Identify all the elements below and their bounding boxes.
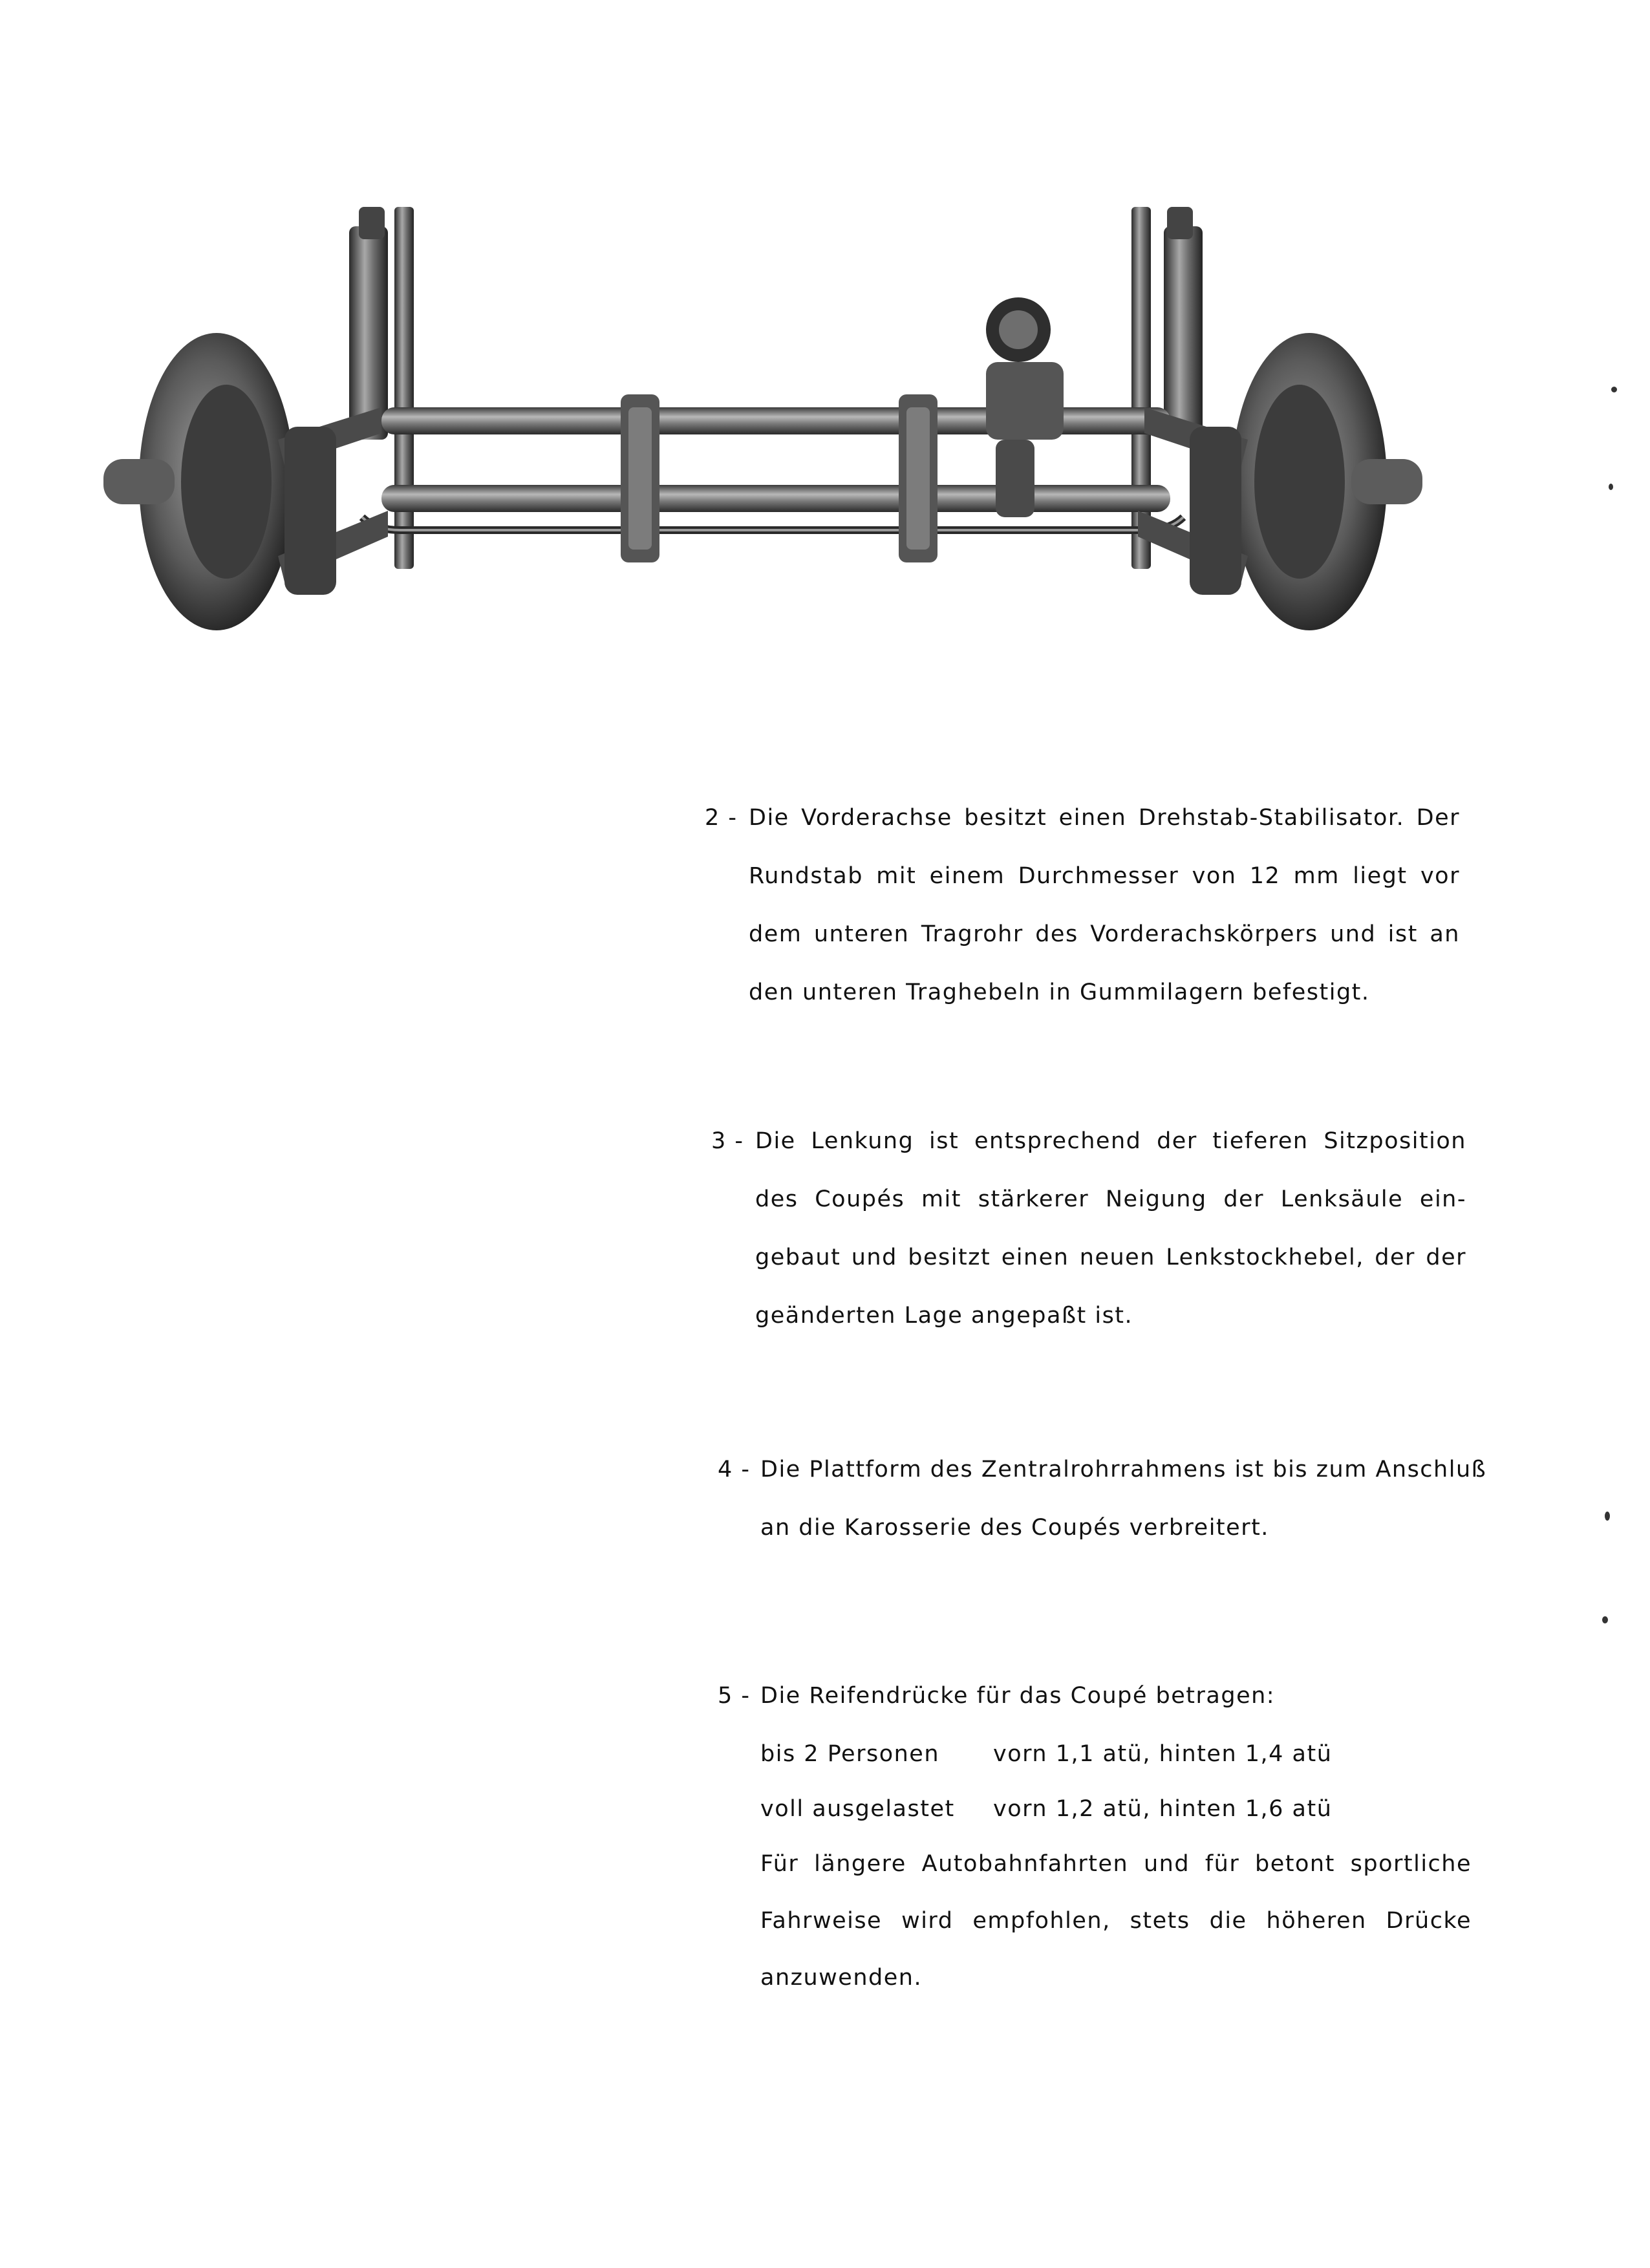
item-line: Die Lenkung ist entsprechend der tieferen Sitzposition xyxy=(755,1128,1466,1154)
item-number: 4 - xyxy=(718,1457,751,1482)
item-line: Die Vorderachse besitzt einen Drehstab-Stabilisator. Der xyxy=(749,805,1460,831)
pressure-row xyxy=(760,1796,1332,1822)
pressure-condition: bis 2 Personen xyxy=(760,1741,940,1767)
item-line: an die Karosserie des Coupés verbreitert. xyxy=(760,1515,1269,1541)
item-line: geänderten Lage angepaßt ist. xyxy=(755,1303,1133,1329)
scan-speck xyxy=(1605,1512,1610,1521)
item-line: Die Plattform des Zentralrohrrahmens ist bis zum Anschluß xyxy=(760,1457,1487,1482)
item-intro: Die Reifendrücke für das Coupé betragen: xyxy=(760,1683,1276,1709)
scan-speck xyxy=(1609,484,1613,490)
pressure-condition: voll ausgelastet xyxy=(760,1796,955,1822)
item-line: Für längere Autobahnfahrten und für betont sportliche xyxy=(760,1851,1472,1877)
item-line: Rundstab mit einem Durchmesser von 12 mm liegt vor xyxy=(749,863,1460,889)
scan-speck xyxy=(1602,1616,1608,1623)
scan-speck xyxy=(1611,387,1617,392)
item-line: dem unteren Tragrohr des Vorderachskörpers und ist an xyxy=(749,921,1460,947)
item-line: anzuwenden. xyxy=(760,1965,923,1991)
item-number: 3 - xyxy=(711,1128,744,1154)
item-line: des Coupés mit stärkerer Neigung der Lenksäule ein- xyxy=(755,1186,1466,1212)
item-number: 2 - xyxy=(705,805,738,831)
item-line: Fahrweise wird empfohlen, stets die höheren Drücke xyxy=(760,1908,1472,1934)
item-number: 5 - xyxy=(718,1683,751,1709)
pressure-values: vorn 1,2 atü, hinten 1,6 atü xyxy=(993,1796,1333,1822)
pressure-values: vorn 1,1 atü, hinten 1,4 atü xyxy=(993,1741,1333,1767)
front-axle-photo xyxy=(103,194,1422,685)
item-line: gebaut und besitzt einen neuen Lenkstockhebel, der der xyxy=(755,1245,1466,1270)
pressure-row xyxy=(760,1741,1332,1767)
item-line: den unteren Traghebeln in Gummilagern befestigt. xyxy=(749,979,1370,1005)
